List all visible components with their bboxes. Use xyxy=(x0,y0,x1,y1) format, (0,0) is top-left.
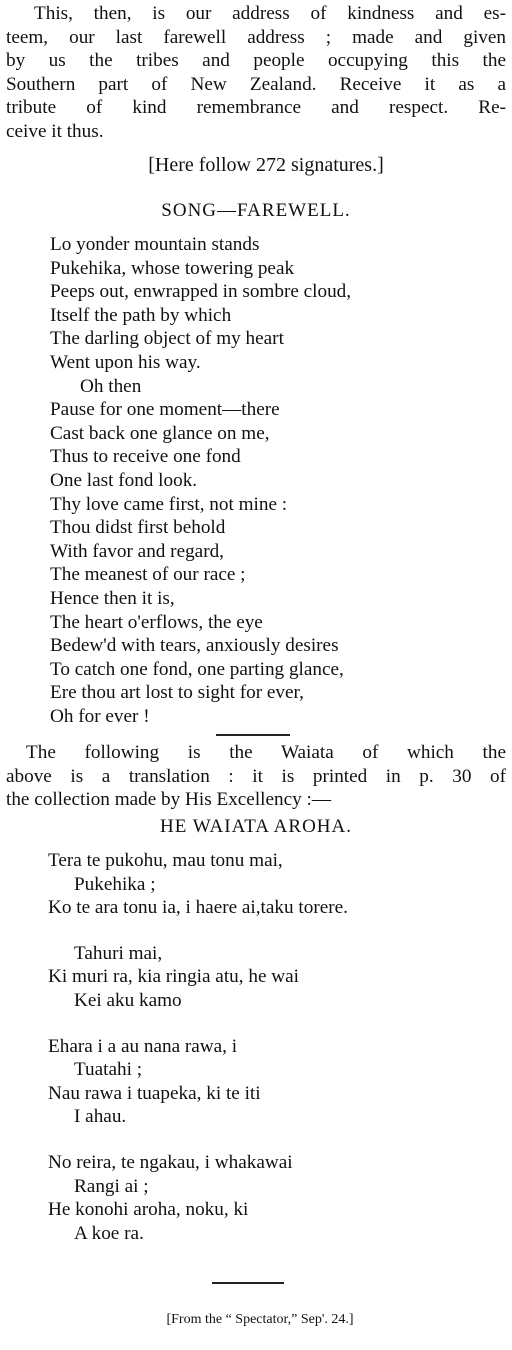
address-line: tribute of kind remembrance and respect. Re- xyxy=(6,97,506,118)
song-title: SONG—FAREWELL. xyxy=(161,200,351,221)
waiata-line: Ehara i a au nana rawa, i xyxy=(48,1035,238,1057)
song-line: Oh for ever ! xyxy=(50,705,150,727)
song-line: One last fond look. xyxy=(50,469,198,491)
waiata-line: He konohi aroha, noku, ki xyxy=(48,1199,249,1221)
waiata-line: Kei aku kamo xyxy=(74,989,182,1011)
waiata-line: Tera te pukohu, mau tonu mai, xyxy=(48,850,283,871)
waiata-line: I ahau. xyxy=(74,1106,127,1128)
song-line: Peeps out, enwrapped in sombre cloud, xyxy=(50,281,352,303)
address-line: by us the tribes and people occupying this the xyxy=(6,50,506,71)
waiata-line: Tahuri mai, xyxy=(74,942,163,964)
song-line: The heart o'erflows, the eye xyxy=(50,611,263,633)
address-line: This, then, is our address of kindness and es- xyxy=(34,3,506,24)
waiata-line: Rangi ai ; xyxy=(74,1175,149,1197)
song-line: Lo yonder mountain stands xyxy=(50,234,260,255)
end-divider xyxy=(212,1282,284,1284)
song-line: Cast back one glance on me, xyxy=(50,422,270,444)
song-line: Thy love came first, not mine : xyxy=(50,493,288,515)
waiata-line: No reira, te ngakau, i whakawai xyxy=(48,1151,293,1173)
waiata-stanza xyxy=(48,1151,348,1245)
song-line: Thou didst first behold xyxy=(50,517,226,539)
song-line: To catch one fond, one parting glance, xyxy=(50,658,344,680)
song-line: Went upon his way. xyxy=(50,351,201,373)
waiata-line: Nau rawa i tuapeka, ki te iti xyxy=(48,1082,261,1104)
song-poem xyxy=(50,233,351,728)
waiata-stanza xyxy=(48,1035,348,1129)
song-line: Itself the path by which xyxy=(50,304,232,326)
waiata-stanza xyxy=(48,942,348,1013)
intro-line: the collection made by His Excellency :— xyxy=(6,789,332,810)
song-line: Ere thou art lost to sight for ever, xyxy=(50,682,304,704)
intro-line: The following is the Waiata of which the xyxy=(26,742,506,763)
waiata-stanza xyxy=(48,849,348,920)
address-line: Southern part of New Zealand. Receive it as a xyxy=(6,73,506,95)
song-line: The meanest of our race ; xyxy=(50,564,246,586)
intro-line: above is a translation : it is printed in p. 30 of xyxy=(6,765,506,787)
song-line: Bedew'd with tears, anxiously desires xyxy=(50,635,339,657)
address-paragraph xyxy=(6,2,506,143)
song-line: Pause for one moment—there xyxy=(50,399,280,421)
song-line: Hence then it is, xyxy=(50,587,175,609)
intro-paragraph xyxy=(6,741,506,812)
song-line: The darling object of my heart xyxy=(50,328,284,350)
address-line: teem, our last farewell address ; made and given xyxy=(6,26,506,48)
waiata-line: A koe ra. xyxy=(74,1222,144,1244)
song-line: Pukehika, whose towering peak xyxy=(50,257,295,279)
section-divider xyxy=(216,734,290,736)
waiata-poem xyxy=(48,849,348,1245)
source-credit: [From the “ Spectator,” Sep'. 24.] xyxy=(166,1312,354,1327)
song-line: Oh then xyxy=(80,375,142,397)
signatures-note: [Here follow 272 signatures.] xyxy=(148,154,384,176)
waiata-line: Ki muri ra, kia ringia atu, he wai xyxy=(48,966,299,988)
song-line: Thus to receive one fond xyxy=(50,446,241,468)
waiata-title: HE WAIATA AROHA. xyxy=(160,816,352,837)
waiata-line: Tuatahi ; xyxy=(74,1059,143,1081)
song-line: With favor and regard, xyxy=(50,540,224,562)
address-line: ceive it thus. xyxy=(6,120,104,142)
waiata-line: Pukehika ; xyxy=(74,873,156,895)
waiata-line: Ko te ara tonu ia, i haere ai,taku torere. xyxy=(48,897,348,919)
